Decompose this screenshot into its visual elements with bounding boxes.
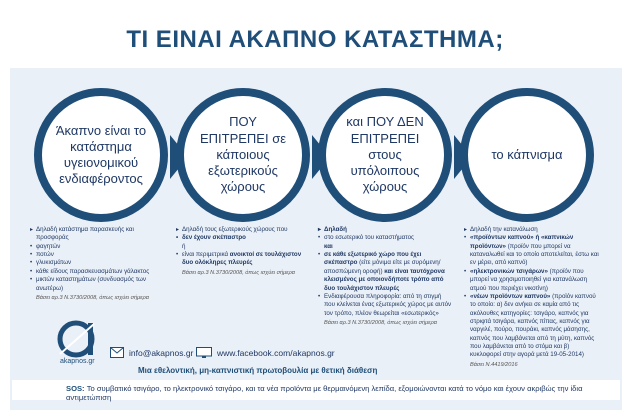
col2-item-open-b: ανοικτοί σε τουλάχιστον δυο ολόκληρες πλευρές <box>182 251 302 267</box>
col2-item-open <box>176 251 310 268</box>
col4-item-ecig-a: «ηλεκτρονικών τσιγάρων» <box>470 267 548 275</box>
col-allowed-details <box>176 226 310 277</box>
col-smoking-details <box>464 226 602 369</box>
col3-item-covered-c: και είναι ταυτόχρονα κλεισμένος με οποιονδήποτε τρόπο από δυο τουλάχιστον πλευρές <box>324 267 445 292</box>
col3-item-covered <box>318 251 454 293</box>
col4-item-new <box>464 293 602 360</box>
sos-banner <box>12 380 620 400</box>
col1-item: • μικτών καταστημάτων (συνδυασμός των ανωτέρω) <box>30 276 162 293</box>
col3-head: ▸ Δηλαδή <box>318 226 454 234</box>
col2-item-open-a: είναι περιμετρικά <box>182 251 230 259</box>
col4-item-tobacco-a: «προϊόντων καπνού» ή «καπνικών προϊόντων» <box>470 234 574 250</box>
col4-item-tobacco <box>464 234 602 267</box>
col4-head: ▸ Δηλαδή την κατανάλωση <box>464 226 602 234</box>
col1-item: • κάθε είδους παρασκευασμάτων γάλακτος <box>30 268 162 276</box>
col2-item-no-roof: • δεν έχουν σκέπαστρο <box>176 234 310 242</box>
col4-item-new-a: «νέων προϊόντων καπνού» <box>470 292 551 300</box>
col-shop-details <box>30 226 162 302</box>
col3-item-covered-a: σε κάθε εξωτερικό χώρο που έχει σκέπαστρο <box>324 251 422 267</box>
col2-source: Βάσει αρ.3 Ν.3730/2008, όπως ισχύει σήμερα <box>182 269 295 276</box>
monitor-icon <box>196 347 212 359</box>
page-title: ΤΙ ΕΙΝΑΙ ΑΚΑΠΝΟ ΚΑΤΑΣΤΗΜΑ; <box>126 26 504 53</box>
circle-not-allowed-text: και ΠΟΥ ΔΕΝ ΕΠΙΤΡΕΠΕΙ στους υπόλοιπους χώρους <box>346 114 424 195</box>
col1-source: Βάσει αρ.3 Ν.3730/2008, όπως ισχύει σήμερα <box>36 294 149 301</box>
col2-or: ή <box>182 242 186 250</box>
email-icon <box>110 347 124 358</box>
col1-head: ▸ Δηλαδή κατάστημα παρασκευής και προσφοράς <box>30 226 162 243</box>
motto: Μια εθελοντική, μη-καπνιστική πρωτοβουλία με θετική διάθεση <box>138 366 378 375</box>
col2-head: ▸ Δηλαδή τους εξωτερικούς χώρους που <box>176 226 310 234</box>
circle-shop <box>34 88 168 222</box>
akapnos-logo <box>54 320 114 370</box>
circle-smoking-text: το κάπνισμα <box>491 146 563 162</box>
col3-item-covered-b: (είτε μόνιμα είτε με συρόμενη/αποσπώμενη οροφή) <box>324 259 441 275</box>
col4-item-ecig <box>464 268 602 293</box>
sos-label: SOS: <box>66 384 85 393</box>
col-not-allowed-details <box>318 226 454 328</box>
col4-item-tobacco-b: (προϊόν που μπορεί να καταναλωθεί και το οποίο αποτελείται, έστω και εν μέρει, από καπνό) <box>470 242 599 267</box>
email-contact[interactable] <box>110 347 193 358</box>
col4-item-ecig-b: (προϊόν που μπορεί να χρησιμοποιηθεί για κατανάλωση ατμού που περιέχει νικοτίνη) <box>470 267 588 292</box>
email-link[interactable]: info@akapnos.gr <box>129 347 194 358</box>
col1-item: • φαγητών <box>30 243 162 251</box>
col3-item-inside: • στο εσωτερικό του καταστήματος <box>318 234 454 242</box>
col4-source: Βάσει Ν.4419/2016 <box>470 361 518 368</box>
circle-smoking <box>460 88 594 222</box>
col1-item: • γλυκισμάτων <box>30 259 162 267</box>
facebook-link[interactable]: www.facebook.com/akapnos.gr <box>217 348 335 358</box>
col3-item-info: • Ενδιαφέρουσα πληροφορία: από τη στιγμή που κλείνεται ένας εξωτερικός χώρος με αυτόν τον τρόπο, πλέον θεωρείται «εσωτερικός» <box>318 293 454 318</box>
circle-not-allowed <box>318 88 452 222</box>
logo-text: akapnos.gr <box>60 358 95 365</box>
col3-and: και <box>324 242 333 250</box>
col4-item-new-b: (προϊόν καπνού το οποίο: α) δεν ανήκει σε καμία από τις ακόλουθες κατηγορίες: τσιγάρο, καπνός για στριφτά τσιγάρα, καπνός πίπας, καπνός για ναργιλέ, πούρο, πουράκι, καπνός μάσησης, καπνός που λαμβάνεται από τη μύτη, καπνός που λαμβάνεται από το στόμα και β) κυκλοφορεί στην αγορά μετά 19-05-2014) <box>470 292 596 359</box>
circle-shop-text: Άκαπνο είναι το κατάστημα υγειονομικού ενδιαφέροντος <box>55 122 147 187</box>
col3-source: Βάσει αρ.3 Ν.3730/2008, όπως ισχύει σήμερα <box>324 319 437 326</box>
circle-allowed-text: ΠΟΥ ΕΠΙΤΡΕΠΕΙ σε κάποιους εξωτερικούς χώρους <box>199 114 287 195</box>
sos-text: Το συμβατικό τσιγάρο, το ηλεκτρονικό τσιγάρο, και τα νέα προϊόντα με θερμαινόμενη λεπίδα, εξομοιώνονται κατά το νόμο και έχουν ακριβώς την ίδια αντιμετώπιση <box>66 384 583 402</box>
circle-allowed <box>176 88 310 222</box>
col1-item: • ποτών <box>30 251 162 259</box>
facebook-contact[interactable] <box>196 347 335 359</box>
